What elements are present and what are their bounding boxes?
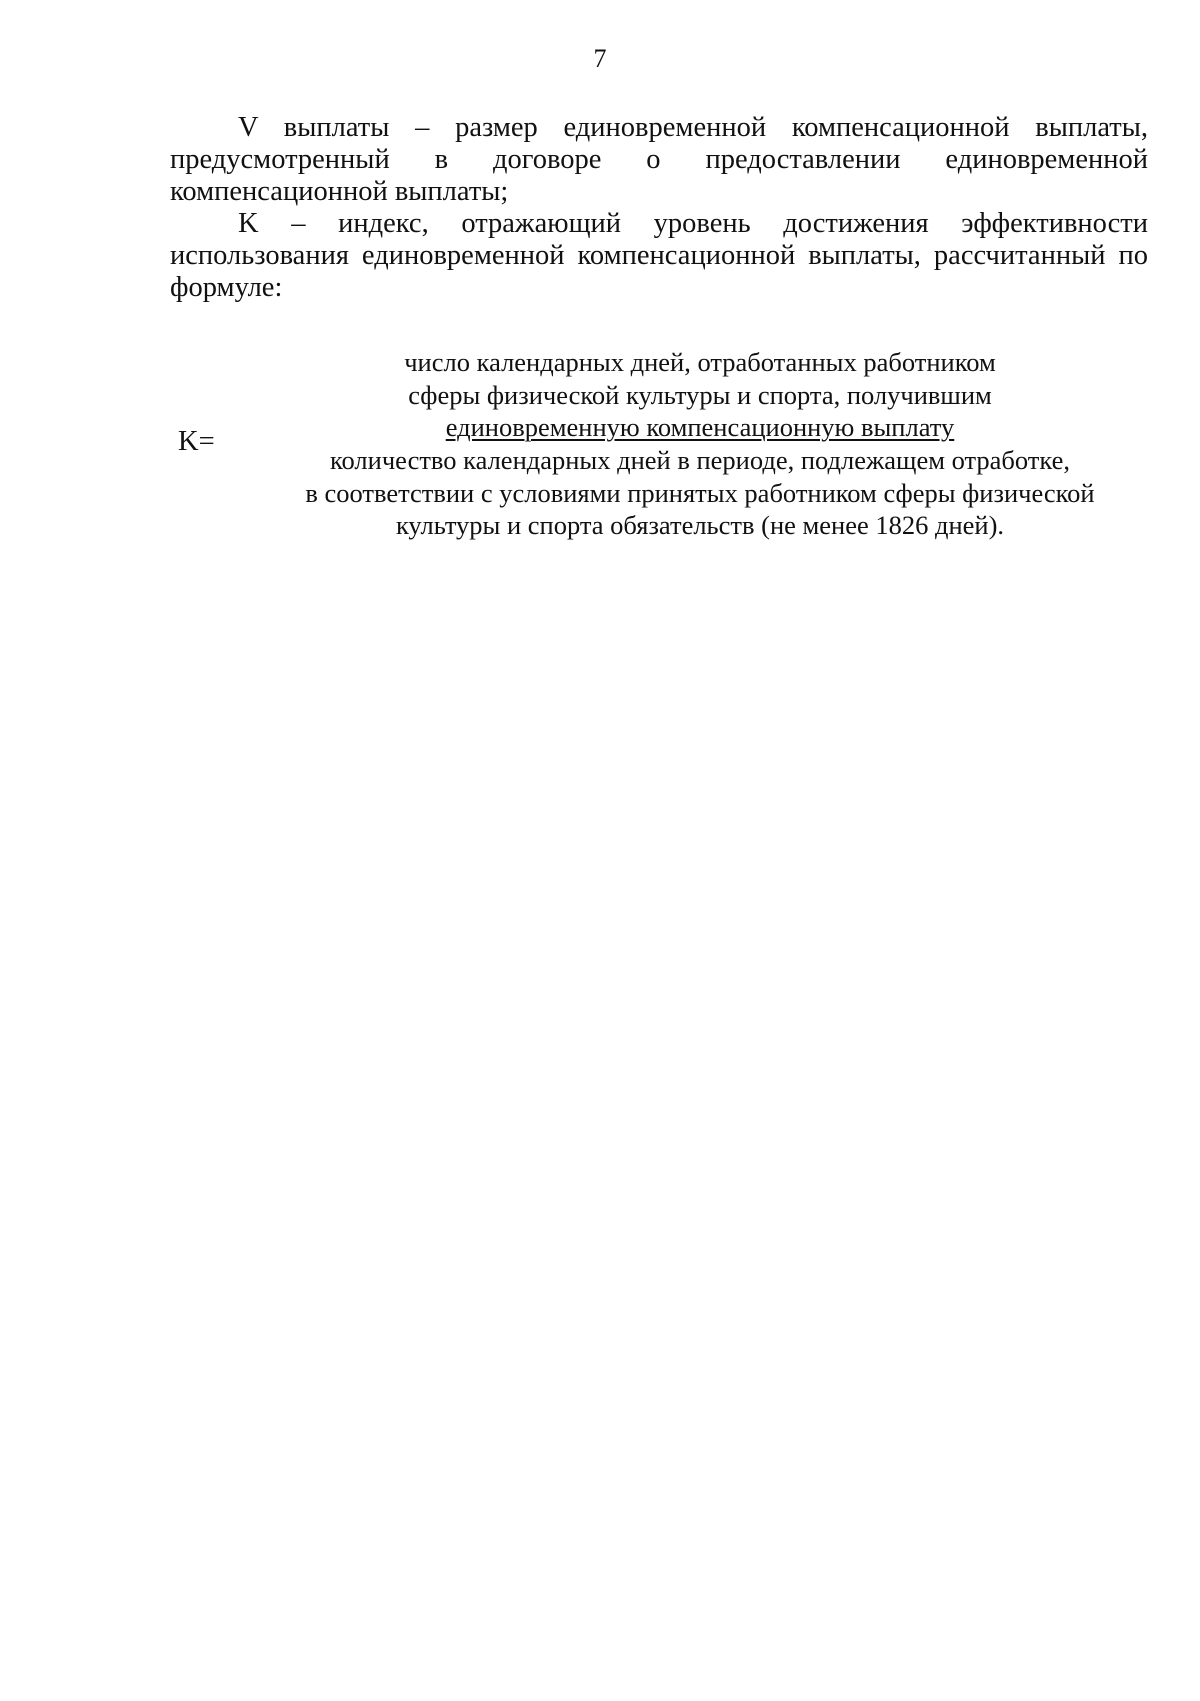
page-number: 7 [593,44,607,73]
denominator-line: в соответствии с условиями принятых работником сферы физической [305,477,1095,508]
formula-numerator [260,346,1140,444]
denominator-line: количество календарных дней в периоде, подлежащем отработке, [329,445,1070,475]
numerator-line-underlined: единовременную компенсационную выплату [445,412,955,442]
numerator-line: число календарных дней, отработанных работником [404,347,996,377]
numerator-line: сферы физической культуры и спорта, получившим [408,379,992,410]
formula-lhs: K= [178,426,215,457]
formula-denominator [260,444,1140,542]
paragraph-k-definition: K – индекс, отражающий уровень достижения эффективности использования единовременной компенсационной выплаты, рассчитанный по формуле: [170,208,1148,303]
body-text [170,112,1148,304]
paragraph-v-definition: V выплаты – размер единовременной компенсационной выплаты, предусмотренный в договоре о предоставлении единовременной компенсационной выплаты; [170,112,1148,207]
denominator-line: культуры и спорта обязательств (не менее 1826 дней). [395,510,1005,540]
formula-k [170,346,1148,566]
